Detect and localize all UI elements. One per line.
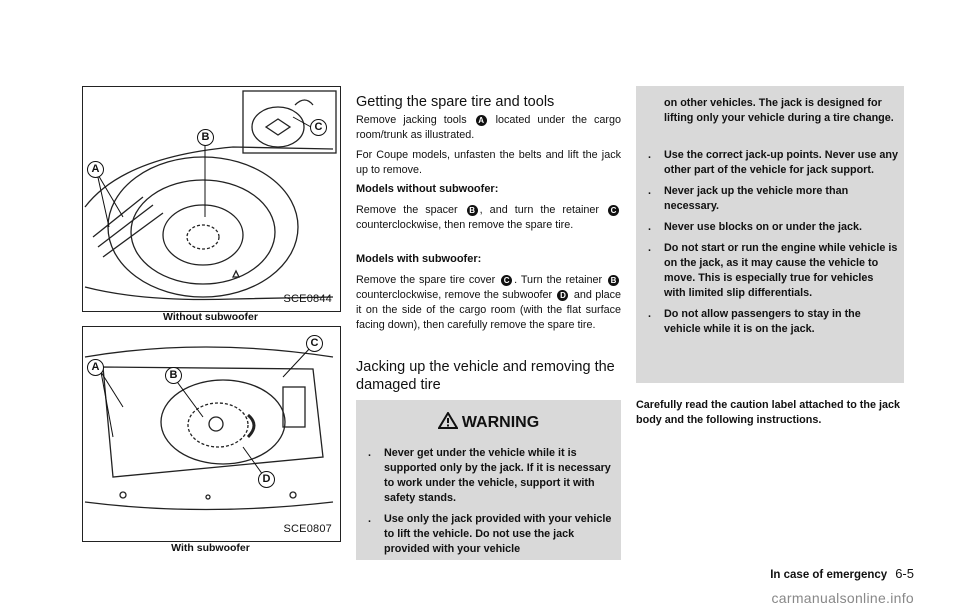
- warning-continuation: on other vehicles. The jack is designed for lifting only your vehicle during a tire change.: [664, 97, 894, 124]
- warning-list: [362, 446, 614, 563]
- text: Never jack up the vehicle more than necessary.: [664, 185, 849, 212]
- callout-mark: B: [467, 205, 478, 216]
- bullet: .: [648, 221, 651, 233]
- list-item: [362, 446, 614, 506]
- figure-with-subwoofer: [82, 326, 341, 542]
- list-item: [642, 307, 898, 337]
- callout-mark: B: [608, 275, 619, 286]
- text: counterclockwise, remove the subwoofer: [356, 289, 553, 301]
- section-heading: Getting the spare tire and tools: [356, 94, 555, 110]
- callout-mark: C: [608, 205, 619, 216]
- callout-b: B: [165, 367, 182, 384]
- paragraph: [356, 203, 621, 233]
- trunk-illustration: [83, 327, 340, 541]
- warning-list: [642, 148, 898, 343]
- paragraph: [356, 113, 621, 143]
- figure-code: SCE0807: [283, 523, 332, 535]
- spare-tire-illustration: [83, 87, 340, 311]
- section-name: In case of emergency: [770, 569, 888, 581]
- callout-mark: D: [557, 290, 568, 301]
- list-item: [642, 220, 898, 235]
- bullet: .: [648, 149, 651, 161]
- callout-c: C: [306, 335, 323, 352]
- page-footer: [770, 566, 914, 581]
- callout-d: D: [258, 471, 275, 488]
- paragraph: [356, 273, 621, 333]
- callout-c: C: [310, 119, 327, 136]
- section-heading: Jacking up the vehicle and removing the damaged tire: [356, 359, 615, 393]
- text: Use only the jack provided with your vehicle to lift the vehicle. Do not use the jack provided with your vehicle: [384, 513, 612, 555]
- text: counterclockwise, then remove the spare tire.: [356, 219, 574, 231]
- callout-a: A: [87, 161, 104, 178]
- warning-title-text: WARNING: [461, 414, 540, 431]
- callout-mark: A: [476, 115, 487, 126]
- list-item: [642, 184, 898, 214]
- bullet: .: [648, 242, 651, 254]
- bullet: .: [368, 447, 371, 459]
- caution-text: Carefully read the caution label attached to the jack body and the following instructions.: [636, 399, 900, 426]
- page-number: 6-5: [895, 566, 914, 581]
- warning-box: [356, 400, 621, 560]
- warning-icon: [438, 412, 458, 429]
- text: Remove the spare tire cover: [356, 274, 496, 286]
- list-item: [362, 512, 614, 557]
- text: Remove the spacer: [356, 204, 458, 216]
- bullet: .: [648, 185, 651, 197]
- callout-b: B: [197, 129, 214, 146]
- text: located under the cargo room/trunk as illustrated.: [356, 114, 622, 141]
- text: Do not start or run the engine while vehicle is on the jack, as it may cause the vehicle to move. This is especially true for vehicles with limited slip differentials.: [664, 242, 898, 299]
- figure-caption: With subwoofer: [171, 542, 250, 554]
- text: Never use blocks on or under the jack.: [664, 221, 863, 233]
- subheading: Models with subwoofer:: [356, 253, 482, 265]
- text: Do not allow passengers to stay in the vehicle while it is on the jack.: [664, 308, 861, 335]
- bullet: .: [368, 513, 371, 525]
- callout-a: A: [87, 359, 104, 376]
- warning-box-continued: [636, 86, 904, 383]
- text: Remove jacking tools: [356, 114, 467, 126]
- text: . Turn the retainer: [514, 274, 603, 286]
- figure-code: SCE0844: [283, 293, 332, 305]
- text: and place it on the side of the cargo room (with the flat surface facing down), then carefully remove the spare tire.: [356, 289, 622, 331]
- text: Never get under the vehicle while it is supported only by the jack. If it is necessary to work under the vehicle, support it with safety stands.: [384, 447, 611, 504]
- list-item: [642, 148, 898, 178]
- list-item: [642, 241, 898, 301]
- subheading: Models without subwoofer:: [356, 183, 499, 195]
- bullet: .: [648, 308, 651, 320]
- warning-title: [356, 412, 621, 432]
- watermark: carmanualsonline.info: [771, 590, 914, 606]
- text: Use the correct jack-up points. Never use any other part of the vehicle for jack support.: [664, 149, 899, 176]
- callout-mark: C: [501, 275, 512, 286]
- figure-without-subwoofer: [82, 86, 341, 312]
- text: , and turn the retainer: [479, 204, 599, 216]
- figure-caption: Without subwoofer: [163, 311, 258, 323]
- paragraph: For Coupe models, unfasten the belts and lift the jack up to remove.: [356, 149, 621, 176]
